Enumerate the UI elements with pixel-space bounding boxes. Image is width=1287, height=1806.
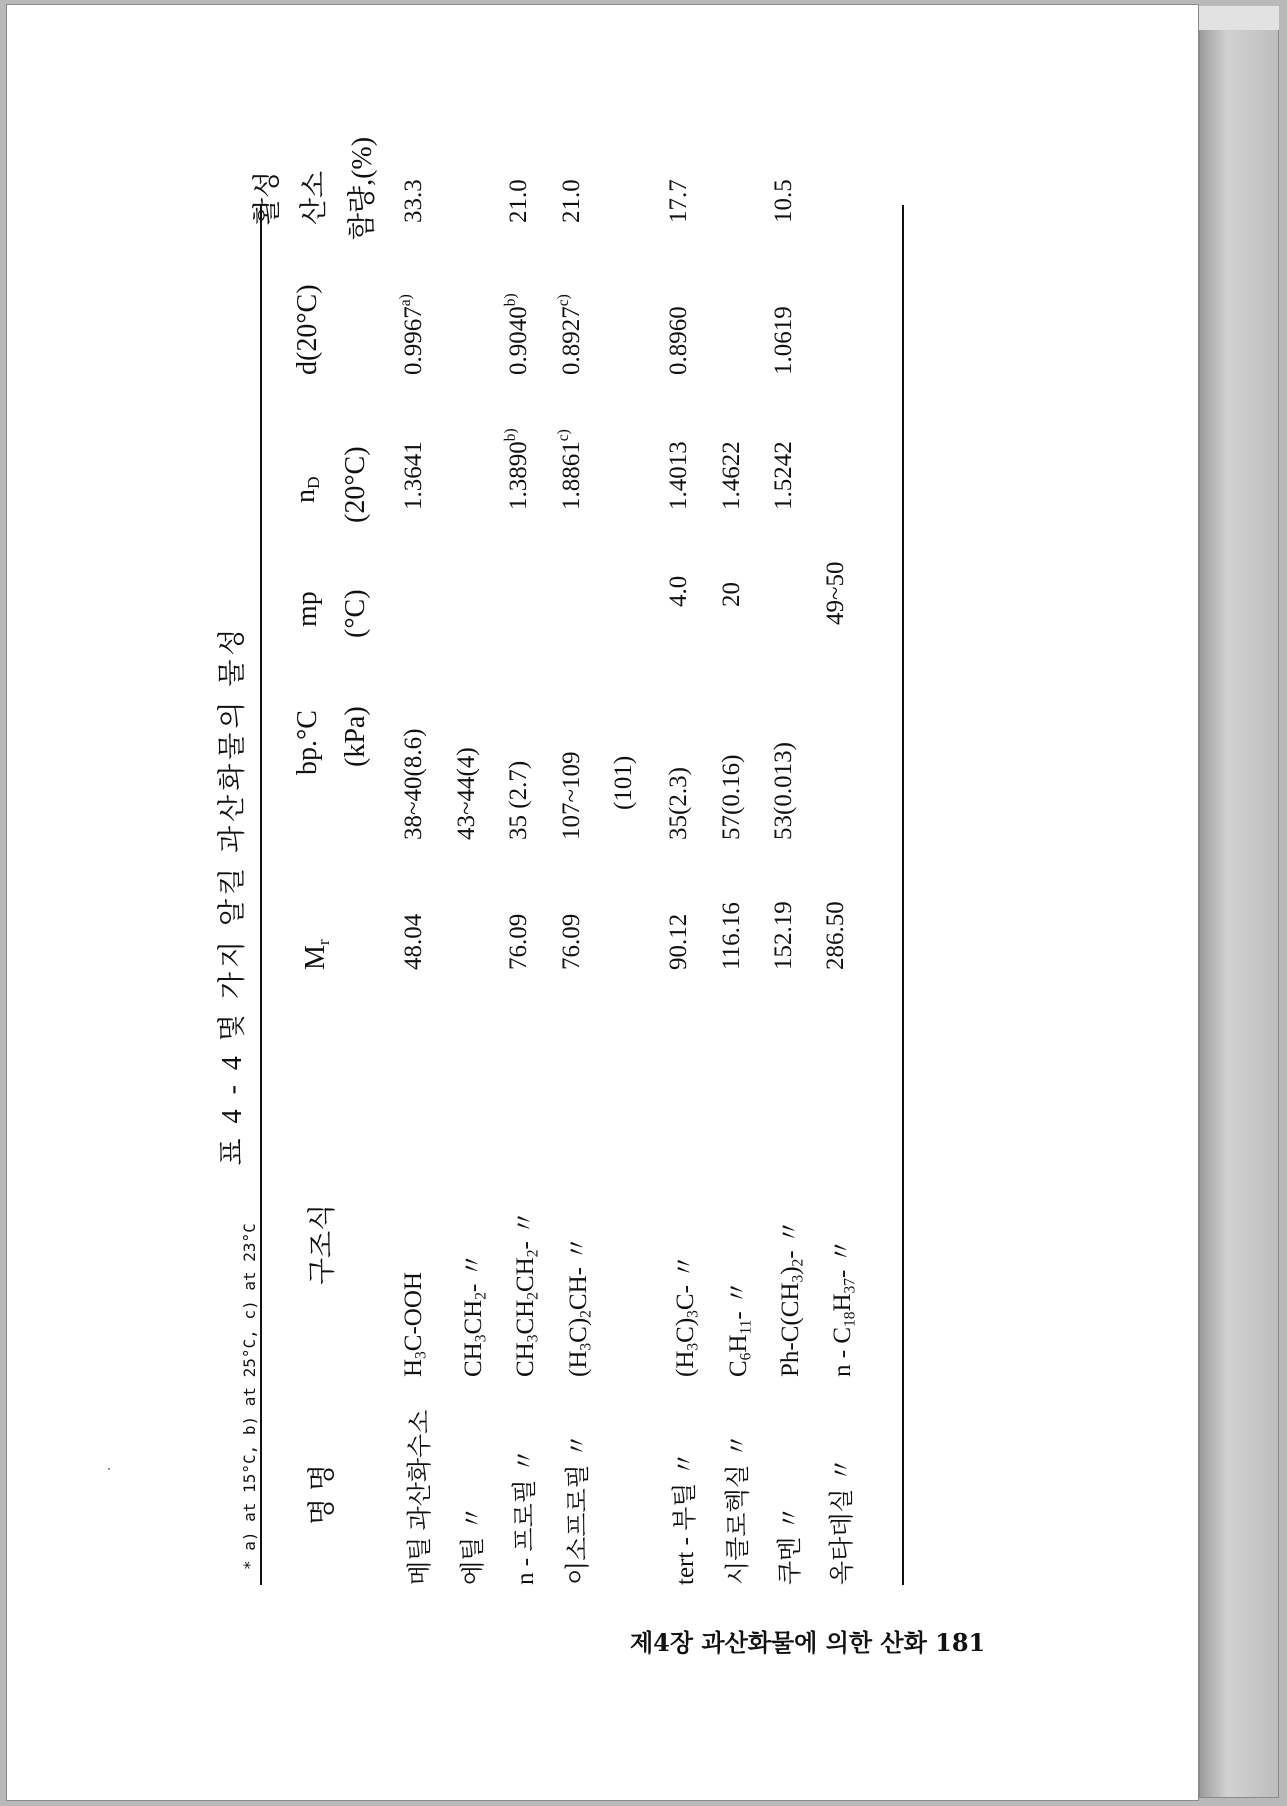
cell-bp: 35 (2.7) <box>505 760 532 840</box>
cell-formula: $H_3C$-OOH <box>400 1272 430 1377</box>
header-nd: $n_D$ <box>290 476 324 503</box>
cell-formula: $Ph-C(CH_3)_2-$ 〃 <box>777 1219 807 1377</box>
cell-density: 0.8927$^{c)}$ <box>555 294 585 375</box>
rotated-table <box>210 136 930 1585</box>
cell-name: 쿠멘 〃 <box>777 1505 804 1585</box>
cell-mr: 76.09 <box>558 913 585 970</box>
cell-name: 메틸 과산화수소 <box>407 1409 434 1585</box>
cell-density: 1.0619 <box>770 306 797 375</box>
cell-mr: 48.04 <box>400 913 427 970</box>
header-bp-unit: (kPa) <box>340 706 371 767</box>
header-density: d(20°C) <box>292 284 323 375</box>
cell-mp: 49~50 <box>822 561 849 625</box>
header-bp: bp.°C <box>292 710 323 775</box>
cell-mp: 4.0 <box>665 575 692 607</box>
header-active-oxygen-2: 산소 <box>299 170 330 225</box>
cell-formula: $(H_3C)_3C-$ 〃 <box>672 1253 702 1377</box>
cell-active-oxygen: 21.0 <box>558 179 585 223</box>
cell-nd: 1.3890$^{b)}$ <box>502 428 532 510</box>
cell-mr: 90.12 <box>665 913 692 970</box>
header-mp: mp <box>292 591 323 627</box>
cell-nd: 1.8861$^{c)}$ <box>555 429 585 510</box>
page-edge-shadow <box>1199 6 1279 1798</box>
cell-name: 이소프로필 〃 <box>565 1432 592 1585</box>
scan-speck <box>108 1468 110 1470</box>
cell-active-oxygen: 10.5 <box>770 179 797 223</box>
cell-active-oxygen: 33.3 <box>400 179 427 223</box>
cell-formula: $(H_3C)_2CH-$ 〃 <box>565 1235 595 1377</box>
cell-nd: 1.5242 <box>770 441 797 510</box>
cell-mr: 286.50 <box>822 901 849 970</box>
cell-density: 0.9967$^{a)}$ <box>397 294 427 375</box>
cell-nd: 1.3641 <box>400 441 427 510</box>
cell-name: 시클로헥실 〃 <box>725 1432 752 1585</box>
cell-name: n - 프로필 〃 <box>512 1447 539 1585</box>
cell-bp: 35(2.3) <box>665 767 692 840</box>
table-footnote: * a) at 15°C, b) at 25°C, c) at 23°C <box>240 1223 259 1570</box>
table-title: 표 4 - 4 몇 가지 알킬 과산화물의 물성 <box>217 624 248 1166</box>
cell-mr: 116.16 <box>718 902 745 970</box>
cell-nd: 1.4013 <box>665 441 692 510</box>
header-nd-temp: (20°C) <box>340 446 371 523</box>
cell-active-oxygen: 17.7 <box>665 179 692 223</box>
header-formula: 구조식 <box>307 1203 338 1285</box>
cell-name: tert - 부틸 〃 <box>672 1451 699 1585</box>
header-active-oxygen-1: 활성 <box>252 170 283 225</box>
cell-bp: 107~109 <box>558 751 585 840</box>
cell-active-oxygen: 21.0 <box>505 179 532 223</box>
cell-bp-pressure: (101) <box>610 755 637 810</box>
header-mp-unit: (°C) <box>340 589 371 638</box>
cell-bp: 53(0.013) <box>770 742 797 840</box>
cell-bp: 43~44(4) <box>453 747 480 840</box>
cell-mr: 76.09 <box>505 913 532 970</box>
table-top-rule <box>260 205 262 1585</box>
cell-density: 0.8960 <box>665 306 692 375</box>
table-bottom-rule <box>902 205 904 1585</box>
running-head: 제4장 과산화물에 의한 산화 181 <box>630 1628 986 1657</box>
cell-formula: n - $C_{18}H_{37}-$ 〃 <box>829 1238 859 1377</box>
header-active-oxygen-3: 함량,(%) <box>347 136 378 240</box>
cell-formula: $C_6H_{11}-$ 〃 <box>725 1279 755 1377</box>
cell-density: 0.9040$^{b)}$ <box>502 293 532 375</box>
cell-bp: 38~40(8.6) <box>400 728 427 840</box>
page-edge-highlight <box>1199 6 1279 30</box>
header-mr: $M_r$ <box>300 939 334 970</box>
cell-mp: 20 <box>718 582 745 607</box>
cell-nd: 1.4622 <box>718 441 745 510</box>
cell-mr: 152.19 <box>770 901 797 970</box>
cell-bp: 57(0.16) <box>718 754 745 840</box>
cell-name: 에틸 〃 <box>460 1505 487 1585</box>
cell-name: 옥타데실 〃 <box>829 1457 856 1585</box>
header-name: 명 명 <box>307 1463 338 1525</box>
cell-formula: $CH_3CH_2-$ 〃 <box>460 1252 490 1377</box>
cell-formula: $CH_3CH_2CH_2-$ 〃 <box>512 1209 542 1377</box>
